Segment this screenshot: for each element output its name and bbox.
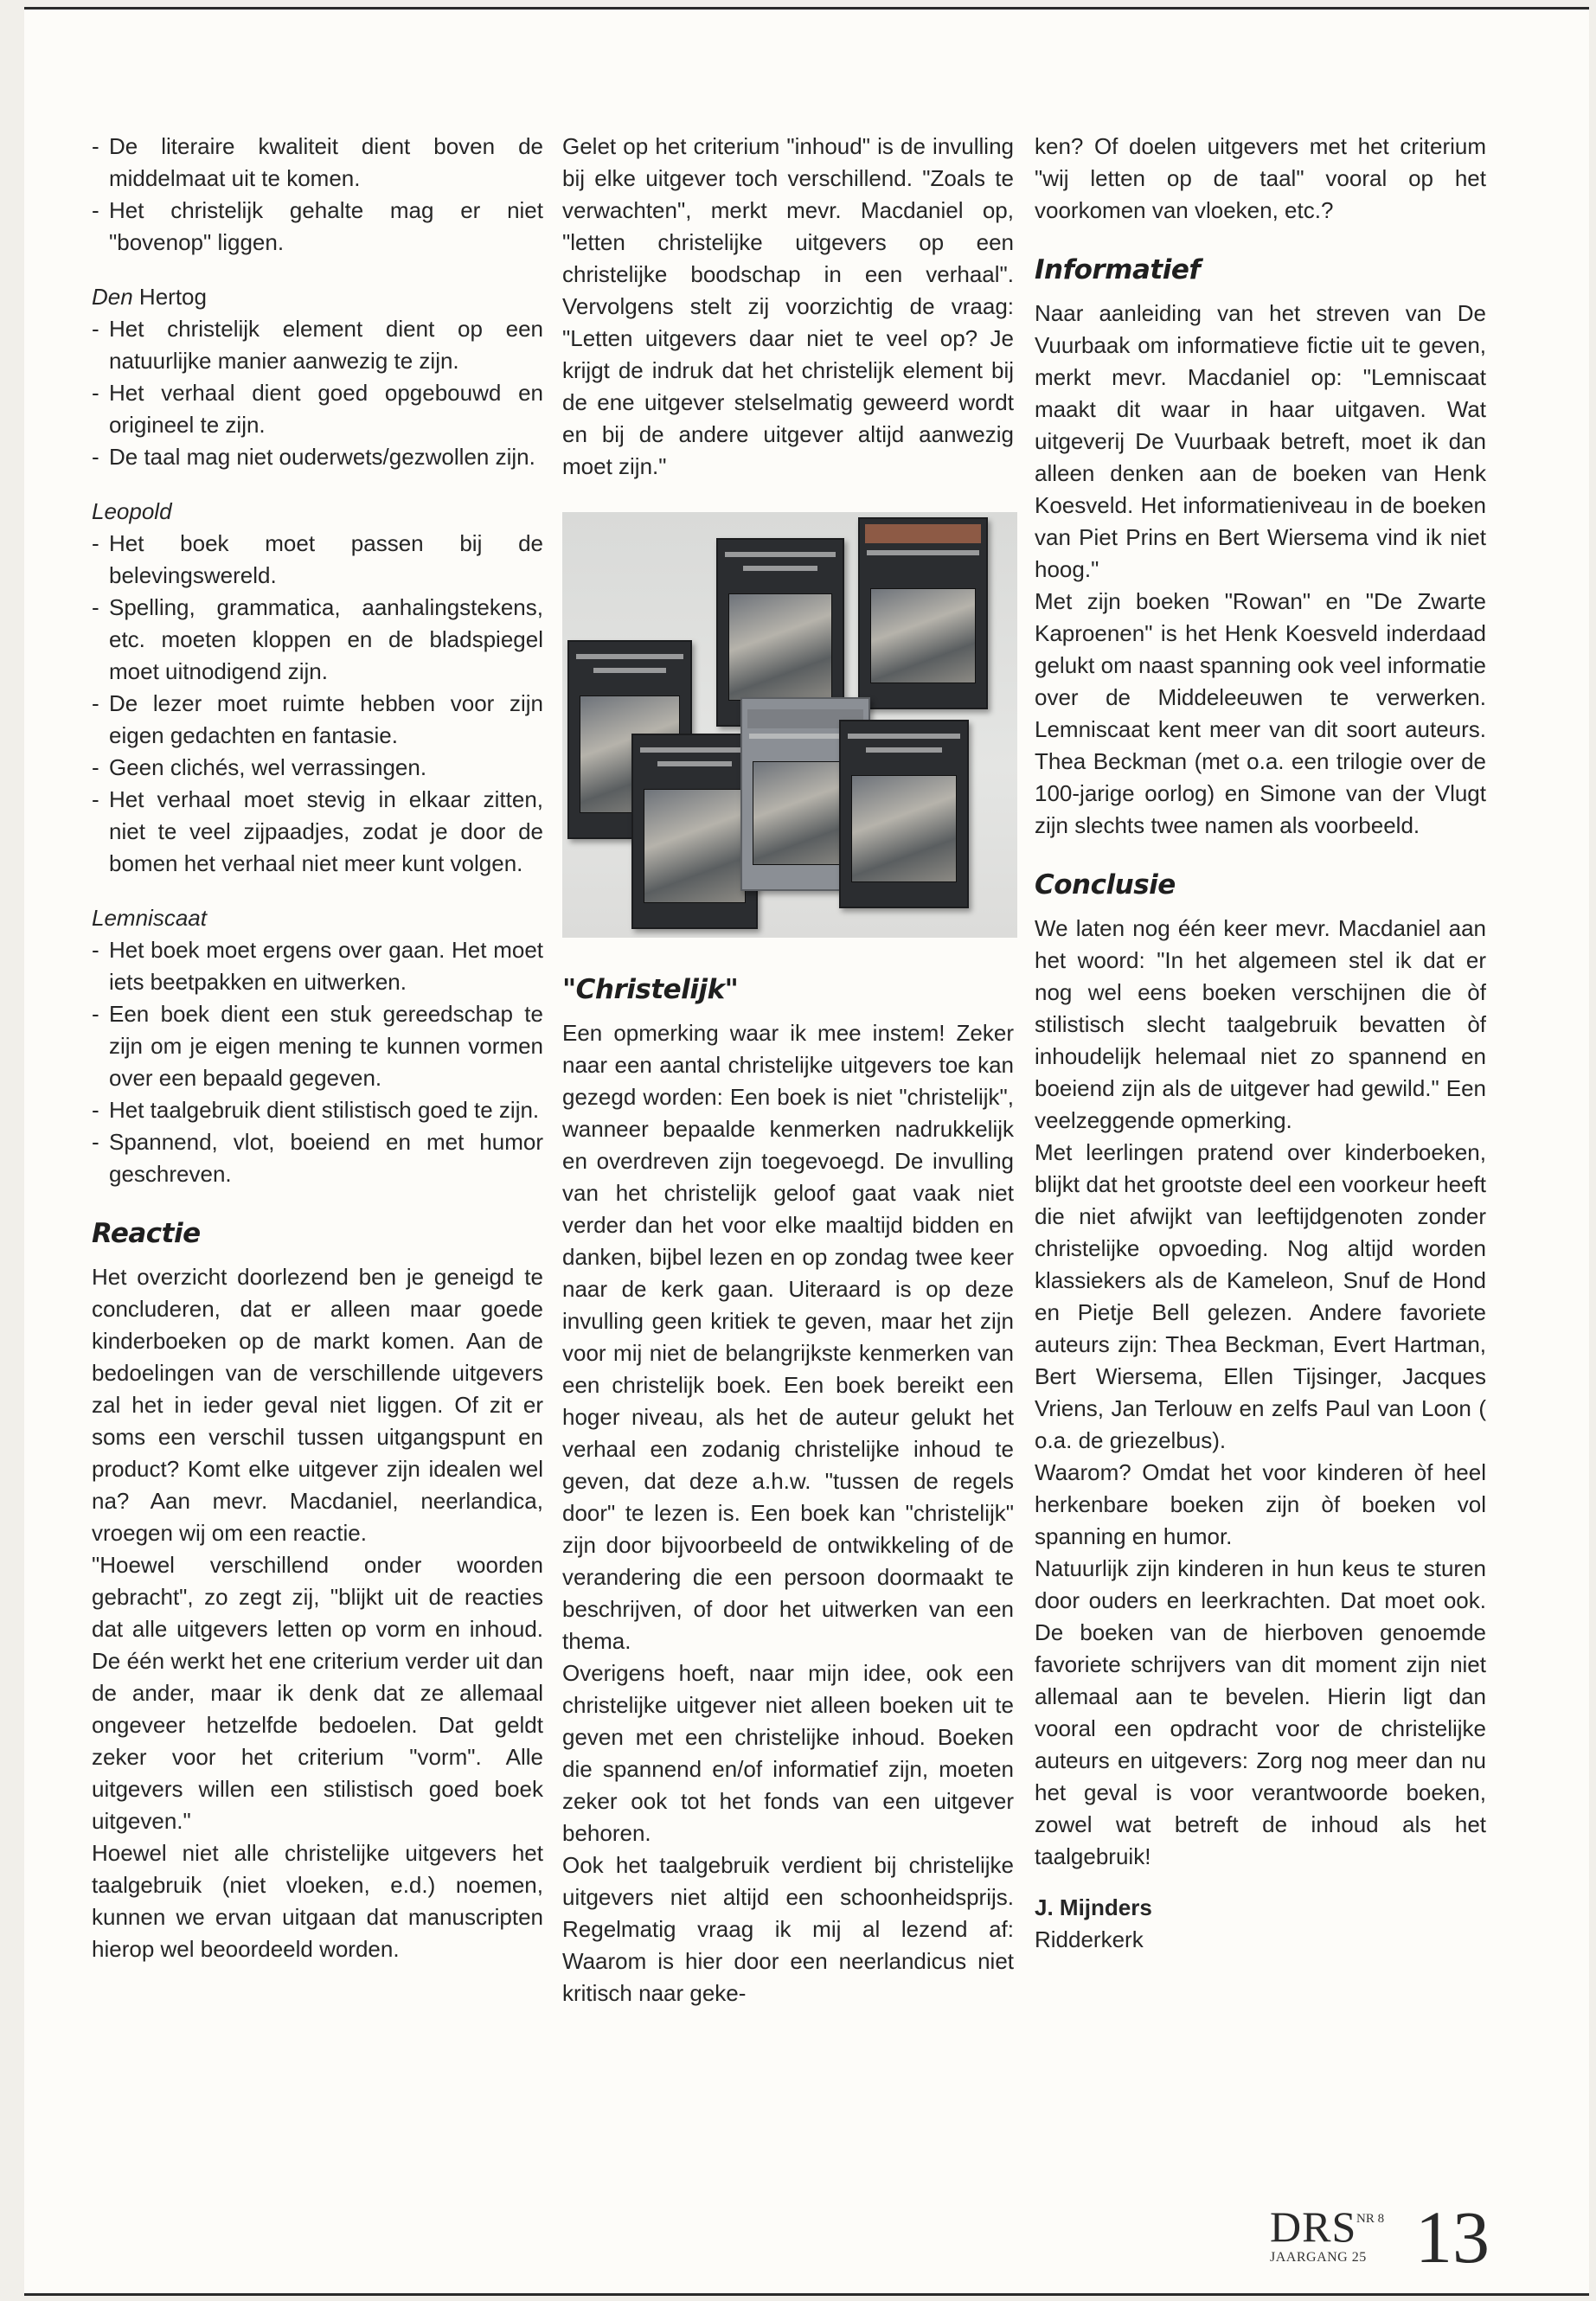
list-item: - Spannend, vlot, boeiend en met humor geschreven. [92, 1126, 543, 1190]
section-heading-christelijk: "Christelijk" [562, 974, 739, 1005]
criteria-list-leopold [92, 528, 543, 880]
list-item: - Het boek moet passen bij de belevingswereld. [92, 528, 543, 592]
list-item: - Geen clichés, wel verrassingen. [92, 752, 543, 784]
paragraph: Natuurlijk zijn kinderen in hun keus te sturen door ouders en leerkrachten. Dat moet ook. De boeken van de hierboven genoemde favoriete schrijvers van dit moment zijn niet allemaal aan te bevelen. Hierin ligt dan vooral een opdracht voor de christelijke auteurs en uitgevers: Zorg nog meer dan nu het geval is voor verantwoorde boeken, zowel wat betreft de inhoud als het taalgebruik! [1035, 1555, 1486, 1869]
paragraph: Ook het taalgebruik verdient bij christelijke uitgevers niet altijd een schoonheidsprijs. Regelmatig vraag ik mij al lezend af: Waarom is hier door een neerlandicus niet kritisch naar geke- [562, 1852, 1014, 2006]
paragraph: We laten nog één keer mevr. Macdaniel aan het woord: "In het algemeen stel ik dat er nog wel eens boeken verschijnen die òf stilistisch slecht taalgebruik bevatten òf inhoudelijk helemaal niet zo spannend en boeiend zijn als de uitgever had gewild." Een veelzeggende opmerking. [1035, 915, 1486, 1133]
author-name: J. Mijnders [1035, 1894, 1152, 1920]
paragraph: Een opmerking waar ik mee instem! Zeker naar een aantal christelijke uitgevers toe kan gezegd worden: Een boek is niet "christelijk", wanneer bepaalde kenmerken nadrukkelijk en overdreven zijn toegevoegd. De invulling van het christelijk geloof gaat vaak niet verder dan het voor elke maaltijd bidden en danken, bijbel lezen en op zondag twee keer naar de kerk gaan. Uiteraard is op deze invulling geen kritiek te geven, maar het zijn voor mij niet de belangrijkste kenmerken van een christelijk boek. Een boek bereikt een hoger niveau, als het de auteur gelukt het verhaal een zodanig christelijke inhoud te geven, dat deze a.h.w. "tussen de regels door" te lezen is. Een boek kan "christelijk" zijn door bijvoorbeeld de ontwikkeling of de verandering die een persoon doormaakt te beschrijven, of door het uitwerken van een thema. [562, 1020, 1014, 1654]
paragraph: Met zijn boeken "Rowan" en "De Zwarte Kaproenen" is het Henk Koesveld inderdaad gelukt om naast spanning ook veel informatie over de Middeleeuwen te verwerken. Lemniscaat kent meer van dit soort auteurs. Thea Beckman (met o.a. een trilogie over de 100-jarige oorlog) en Simone van der Vlugt zijn slechts twee namen als voorbeeld. [1035, 588, 1486, 838]
book-cover [631, 734, 758, 929]
paragraph: Hoewel niet alle christelijke uitgevers het taalgebruik (niet vloeken, e.d.) noemen, kunnen we ervan uitgaan dat manuscripten hierop wel beoordeeld worden. [92, 1840, 543, 1962]
paragraph: Naar aanleiding van het streven van De Vuurbaak om informatieve fictie uit te geven, merkt mevr. Macdaniel op: "Lemniscaat maakt dit waar in haar uitgaven. Wat uitgeverij De Vuurbaak betreft, moet ik dan alleen denken aan de boeken van Henk Koesveld. Het informatieniveau in de boeken van Piet Prins en Bert Wiersema vind ik niet hoog." [1035, 300, 1486, 582]
book-covers-photo [562, 512, 1017, 938]
paragraph: Het overzicht doorlezend ben je geneigd te concluderen, dat er alleen maar goede kinderboeken op de markt komen. Aan de bedoelingen van de verschillende uitgevers zal het in ieder geval niet liggen. Of zit er soms een verschil tussen uitgangspunt en product? Komt elke uitgever zijn idealen wel na? Aan mevr. Macdaniel, neerlandica, vroegen wij om een reactie. [92, 1264, 543, 1546]
list-item: - Het verhaal dient goed opgebouwd en origineel te zijn. [92, 377, 543, 441]
publisher-label-leopold: Leopold [92, 498, 172, 524]
author-signature [1035, 1892, 1486, 1956]
list-item: - Spelling, grammatica, aanhalingstekens, etc. moeten kloppen en de bladspiegel moet uitnodigend zijn. [92, 592, 543, 688]
list-item: - Het verhaal moet stevig in elkaar zitten, niet te veel zijpaadjes, zodat je door de bomen het verhaal niet meer kunt volgen. [92, 784, 543, 880]
paragraph: Met leerlingen pratend over kinderboeken, blijkt dat het grootste deel een voorkeur heeft die niet afwijkt van leeftijdgenoten zonder christelijke opvoeding. Nog altijd worden klassiekers als de Kameleon, Snuf de Hond en Pietje Bell gelezen. Andere favoriete auteurs zijn: Thea Beckman, Evert Hartman, Bert Wiersema, Ellen Tijsinger, Jacques Vriens, Jan Terlouw en zelfs Paul van Loon ( o.a. de griezelbus). [1035, 1139, 1486, 1453]
author-place: Ridderkerk [1035, 1926, 1144, 1952]
list-item: - Het taalgebruik dient stilistisch goed te zijn. [92, 1094, 543, 1126]
section-heading-informatief: Informatief [1035, 254, 1201, 285]
magazine-page [24, 7, 1589, 2296]
issue-number: NR 8 [1356, 2212, 1385, 2226]
book-cover [839, 720, 969, 908]
book-cover [858, 517, 988, 709]
column-2 [562, 131, 1014, 2009]
column-1 [92, 131, 543, 1965]
paragraph: Overigens hoeft, naar mijn idee, ook een christelijke uitgever niet alleen boeken uit te geven met een christelijke inhoud. Boeken die spannend en/of informatief zijn, moeten zeker ook tot het fonds van een uitgever behoren. [562, 1660, 1014, 1846]
criteria-list-den-hertog [92, 313, 543, 473]
paragraph: Waarom? Omdat het voor kinderen òf heel herkenbare boeken zijn òf boeken vol spanning en humor. [1035, 1459, 1486, 1549]
magazine-name: DRS [1270, 2202, 1357, 2251]
list-item: - De lezer moet ruimte hebben voor zijn eigen gedachten en fantasie. [92, 688, 543, 752]
page-number: 13 [1415, 2195, 1490, 2279]
criteria-list-lemniscaat [92, 934, 543, 1190]
paragraph: ken? Of doelen uitgevers met het criterium "wij letten op de taal" vooral op het voorkomen van vloeken, etc.? [1035, 133, 1486, 223]
section-heading-conclusie: Conclusie [1035, 869, 1176, 901]
list-item: - De literaire kwaliteit dient boven de middelmaat uit te komen. [92, 131, 543, 195]
criteria-list-intro [92, 131, 543, 259]
paragraph: Gelet op het criterium "inhoud" is de invulling bij elke uitgever toch verschillend. "Zoals te verwachten", merkt mevr. Macdaniel op, "letten christelijke uitgevers op een christelijke boodschap in een verhaal". Vervolgens stelt zij voorzichtig de vraag: "Letten uitgevers daar niet te veel op? Je krijgt de indruk dat het christelijk element bij de ene uitgever stelselmatig geweerd wordt en bij de andere uitgever altijd aanwezig moet zijn." [562, 133, 1014, 479]
list-item: - De taal mag niet ouderwets/gezwollen zijn. [92, 441, 543, 473]
list-item: - Het boek moet ergens over gaan. Het moet iets beetpakken en uitwerken. [92, 934, 543, 998]
page-footer [1270, 2195, 1521, 2279]
list-item: - Een boek dient een stuk gereedschap te zijn om je eigen mening te kunnen vormen over een bepaald gegeven. [92, 998, 543, 1094]
volume-label: JAARGANG 25 [1270, 2250, 1367, 2265]
publisher-label-lemniscaat: Lemniscaat [92, 905, 207, 931]
column-3 [1035, 131, 1486, 1956]
paragraph: "Hoewel verschillend onder woorden gebracht", zo zegt zij, "blijkt uit de reacties dat alle uitgevers letten op vorm en inhoud. De één werkt het ene criterium verder uit dan de ander, maar ik denk dat ze allemaal ongeveer hetzelfde bedoelen. Dat geldt zeker voor het criterium "vorm". Alle uitgevers willen een stilistisch goed boek uitgeven." [92, 1552, 543, 1834]
section-heading-reactie: Reactie [92, 1218, 201, 1249]
publisher-label-den-hertog: Den Hertog [92, 284, 207, 310]
list-item: - Het christelijk gehalte mag er niet "bovenop" liggen. [92, 195, 543, 259]
list-item: - Het christelijk element dient op een natuurlijke manier aanwezig te zijn. [92, 313, 543, 377]
